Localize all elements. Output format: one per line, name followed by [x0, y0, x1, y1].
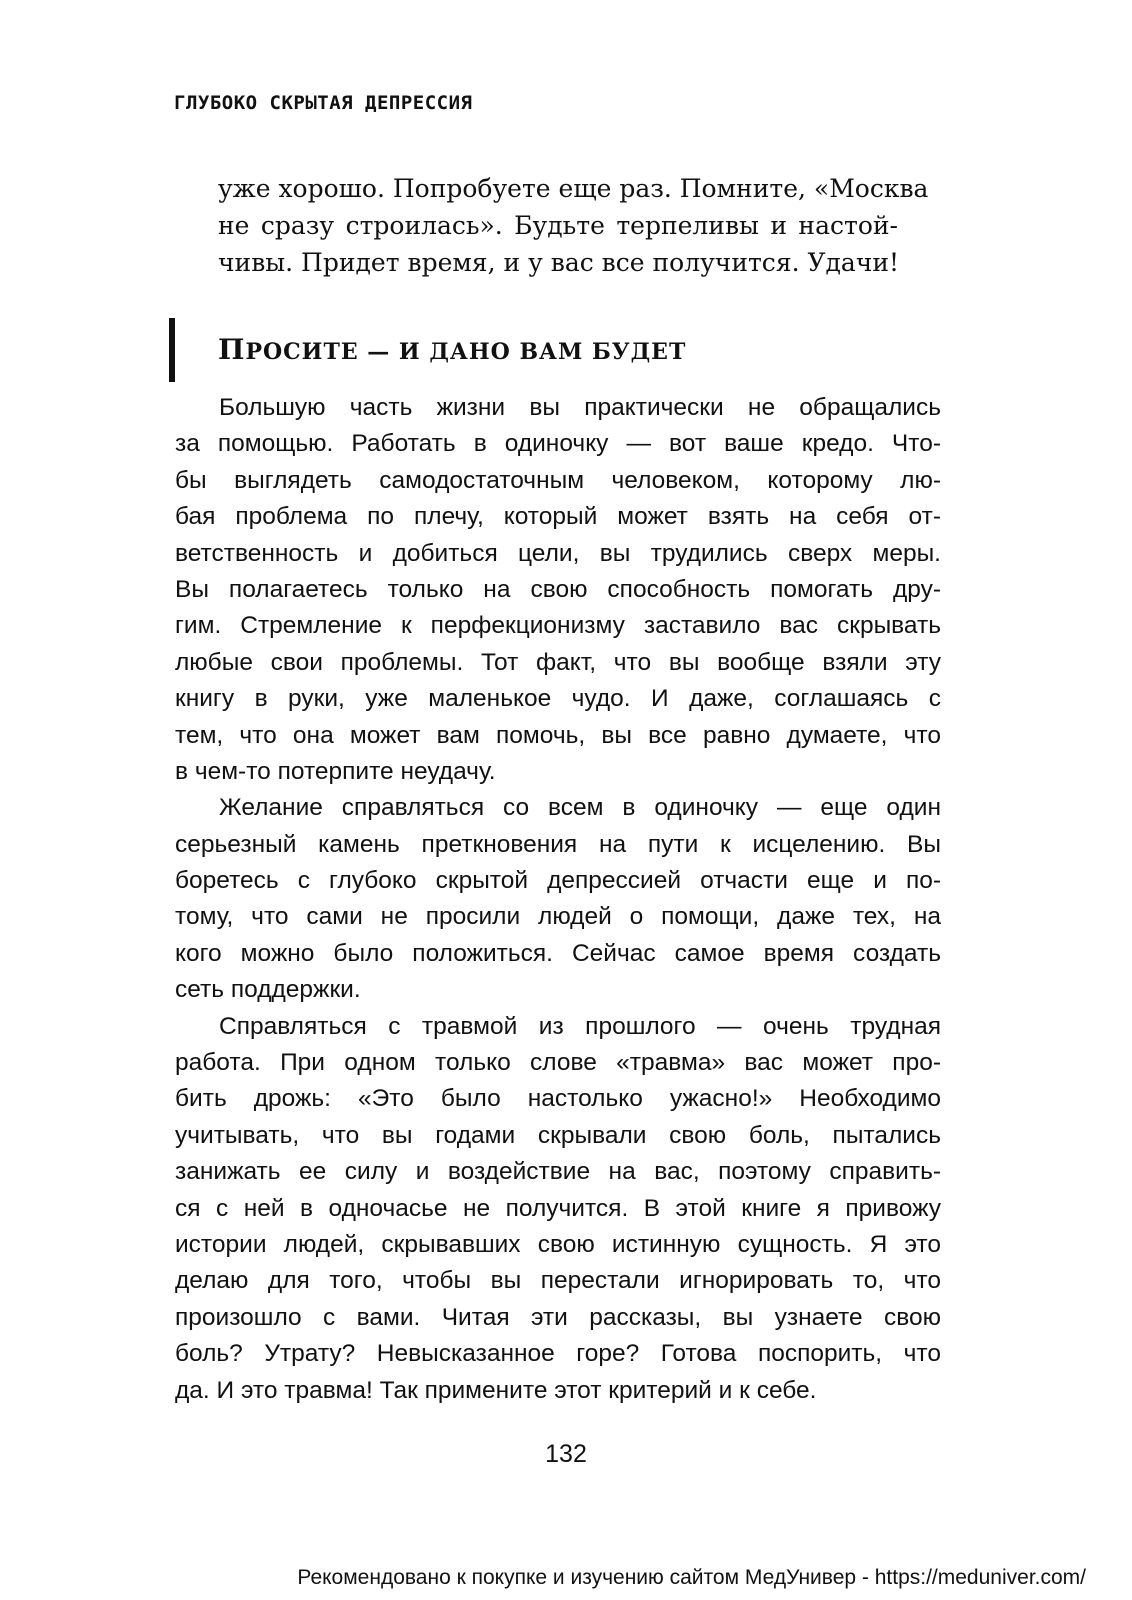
text-line: бая проблема по плечу, который может взять на себя от- — [175, 503, 941, 531]
text-line: книгу в руки, уже маленькое чудо. И даже, соглашаясь с — [175, 685, 941, 713]
text-line: боль? Утрату? Невысказанное горе? Готова поспорить, что — [175, 1340, 941, 1368]
footer-note: Рекомендовано к покупке и изучению сайтом МедУнивер - https://meduniver.com/ — [297, 1566, 1086, 1589]
section-title-rest: РОСИТЕ — И ДАНО ВАМ БУДЕТ — [245, 339, 687, 365]
text-line: боретесь с глубоко скрытой депрессией отчасти еще и по- — [175, 867, 941, 895]
intro-line: не сразу строилась». Будьте терпеливы и настой- — [218, 211, 898, 240]
text-line: за помощью. Работать в одиночку — вот ваше кредо. Что- — [175, 430, 941, 458]
section-marker-bar — [169, 318, 175, 382]
intro-paragraph — [218, 170, 929, 281]
text-line: кого можно было положиться. Сейчас самое время создать — [175, 939, 941, 967]
body-text — [175, 390, 941, 1409]
section-title — [218, 333, 686, 366]
text-line: делаю для того, чтобы вы перестали игнорировать то, что — [175, 1267, 941, 1295]
text-line: в чем-то потерпите неудачу. — [175, 757, 496, 785]
page-number: 132 — [545, 1440, 587, 1468]
text-line: бить дрожь: «Это было настолько ужасно!» Необходимо — [175, 1085, 941, 1113]
section-title-initial: П — [218, 333, 246, 366]
text-line: серьезный камень преткновения на пути к исцелению. Вы — [175, 830, 941, 858]
paragraph — [175, 1009, 941, 1409]
text-line: тому, что сами не просили людей о помощи, даже тех, на — [175, 903, 941, 931]
text-line: ветственность и добиться цели, вы трудились сверх меры. — [175, 539, 941, 567]
text-line: истории людей, скрывавших свою истинную сущность. Я это — [175, 1230, 941, 1258]
text-line: бы выглядеть самодостаточным человеком, которому лю- — [175, 466, 941, 494]
text-line: Справляться с травмой из прошлого — очень трудная — [219, 1012, 941, 1040]
text-line: занижать ее силу и воздействие на вас, поэтому справить- — [175, 1158, 941, 1186]
text-line: Большую часть жизни вы практически не обращались — [219, 394, 941, 421]
text-line: сеть поддержки. — [175, 976, 361, 1004]
text-line: Желание справляться со всем в одиночку — еще один — [219, 794, 941, 822]
text-line: произошло с вами. Читая эти рассказы, вы узнаете свою — [175, 1303, 941, 1331]
paragraph — [175, 390, 941, 790]
intro-line: чивы. Придет время, и у вас все получится. Удачи! — [218, 248, 900, 277]
text-line: любые свои проблемы. Тот факт, что вы вообще взяли эту — [175, 648, 941, 676]
text-line: тем, что она может вам помочь, вы все равно думаете, что — [175, 721, 941, 749]
text-line: ся с ней в одночасье не получится. В этой книге я привожу — [175, 1194, 941, 1222]
text-line: да. И это травма! Так примените этот критерий и к себе. — [175, 1376, 817, 1404]
text-line: гим. Стремление к перфекционизму заставило вас скрывать — [175, 612, 941, 640]
running-head: ГЛУБОКО СКРЫТАЯ ДЕПРЕССИЯ — [174, 92, 473, 114]
intro-line: уже хорошо. Попробуете еще раз. Помните, «Москва — [218, 174, 929, 203]
text-line: учитывать, что вы годами скрывали свою боль, пытались — [175, 1121, 941, 1149]
text-line: Вы полагаетесь только на свою способность помогать дру- — [175, 575, 941, 603]
paragraph — [175, 790, 941, 1008]
text-line: работа. При одном только слове «травма» вас может про- — [175, 1049, 941, 1077]
